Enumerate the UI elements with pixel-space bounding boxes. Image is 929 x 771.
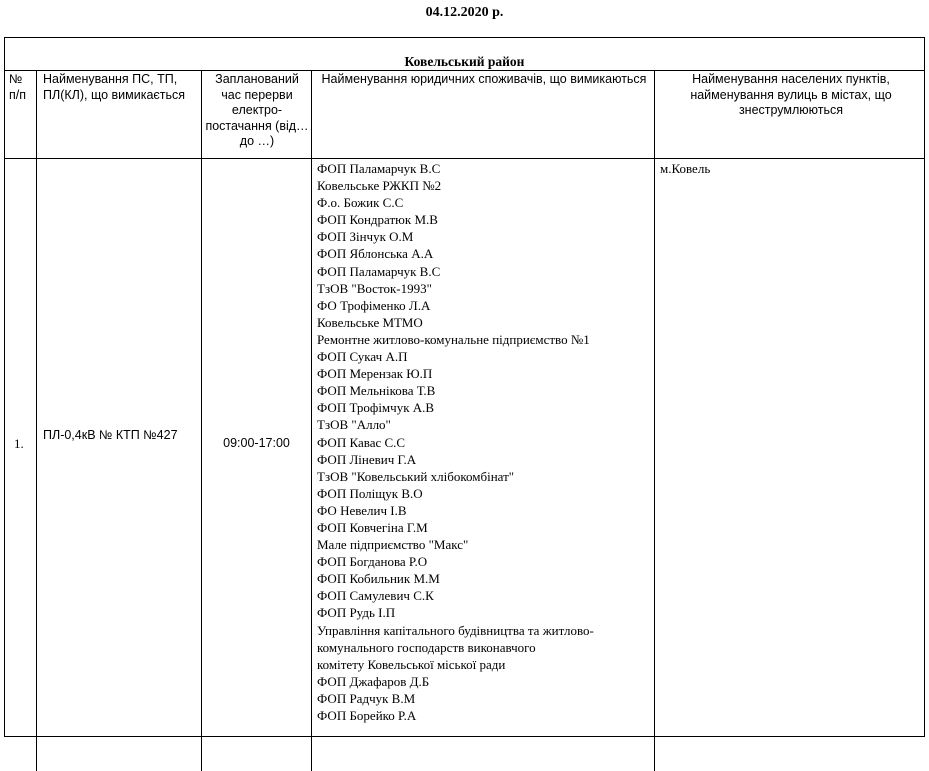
list-item: ФОП Борейко Р.А: [317, 708, 417, 723]
list-item: Мале підприємство "Макс": [317, 537, 469, 553]
list-item: ФО Невелич І.В: [317, 502, 407, 518]
list-item: комунального господарств виконавчого: [317, 639, 536, 655]
list-item: ФОП Кондратюк М.В: [317, 212, 438, 228]
column-divider: [36, 71, 37, 771]
list-item: ФОП Джафаров Д.Б: [317, 673, 430, 689]
list-item: Ремонтне житлово-комунальне підприємство №1: [317, 331, 590, 347]
list-item: Ф.о. Божик С.С: [317, 195, 404, 211]
list-item: ФОП Кавас С.С: [317, 434, 406, 450]
list-item: ТзОВ "Ковельський хлібокомбінат": [317, 468, 515, 484]
header-time: Запланований час перерви електро-постачання (від… до …): [205, 72, 309, 148]
district-title: Ковельський район: [404, 54, 525, 69]
list-item: ФОП Паламарчук В.С: [317, 161, 441, 176]
row-settlements: м.Ковель: [660, 161, 711, 176]
header-settlements: Найменування населених пунктів, найменування вулиць в містах, що знеструмлюються: [690, 72, 892, 117]
list-item: ФОП Паламарчук В.С: [317, 263, 441, 279]
list-item: ФОП Мерензак Ю.П: [317, 366, 433, 382]
list-item: ФО Трофіменко Л.А: [317, 297, 431, 313]
list-item: ФОП Ковчегіна Г.М: [317, 519, 428, 535]
list-item: ФОП Трофімчук А.В: [317, 400, 435, 416]
row-object: ПЛ-0,4кВ № КТП №427: [43, 428, 178, 442]
outage-table: [4, 37, 925, 737]
row-time: 09:00-17:00: [223, 436, 290, 450]
list-item: ФОП Богданова Р.О: [317, 554, 428, 570]
document-date: 04.12.2020 р.: [425, 5, 504, 20]
column-divider: [201, 71, 202, 771]
table-body-rule: [5, 158, 924, 159]
list-item: ТзОВ "Восток-1993": [317, 280, 432, 296]
list-item: ФОП Самулевич С.К: [317, 588, 434, 604]
header-object: Найменування ПС, ТП, ПЛ(КЛ), що вимикається: [43, 72, 186, 102]
header-consumers: Найменування юридичних споживачів, що вимикаються: [321, 72, 647, 86]
row-num: 1.: [14, 436, 24, 451]
list-item: комітету Ковельської міської ради: [317, 656, 506, 672]
list-item: Ковельське МТМО: [317, 314, 423, 330]
list-item: ФОП Рудь І.П: [317, 605, 396, 621]
list-item: ФОП Поліщук В.О: [317, 485, 423, 501]
table-header-rule: [5, 70, 924, 71]
list-item: ТзОВ "Алло": [317, 417, 391, 433]
column-divider: [654, 71, 655, 771]
header-num: № п/п: [9, 72, 27, 102]
consumer-list: [317, 160, 653, 724]
list-item: ФОП Мельнікова Т.В: [317, 383, 436, 399]
list-item: ФОП Сукач А.П: [317, 349, 408, 365]
list-item: Управління капітального будівництва та житлово-: [317, 622, 594, 638]
list-item: Ковельське РЖКП №2: [317, 178, 442, 194]
list-item: ФОП Лінeвич Г.А: [317, 451, 417, 467]
column-divider: [311, 71, 312, 771]
list-item: ФОП Кобильник М.М: [317, 571, 440, 587]
list-item: ФОП Радчук В.М: [317, 690, 416, 706]
list-item: ФОП Зінчук О.М: [317, 229, 414, 245]
list-item: ФОП Яблонська А.А: [317, 246, 434, 262]
